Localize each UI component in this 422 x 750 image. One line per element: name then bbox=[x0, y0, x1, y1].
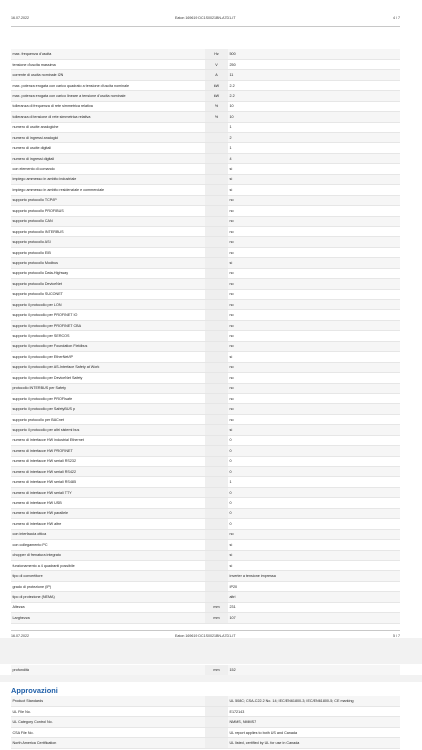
table-row bbox=[11, 289, 400, 299]
spec-label: tolleranza di tensione di rete simmetrica relativa bbox=[11, 112, 205, 122]
table-row bbox=[11, 414, 400, 424]
spec-label: numero di interfacce HW PROFINET bbox=[11, 446, 205, 456]
spec-value: IP20 bbox=[228, 581, 400, 591]
spec-value: 0 bbox=[228, 446, 400, 456]
spec-unit bbox=[205, 289, 228, 299]
spec-label: numero di uscite analogiche bbox=[11, 122, 205, 132]
spec-value: UL listed, certified by UL for use in Canada bbox=[228, 738, 400, 748]
spec-label: con collegamento PC bbox=[11, 540, 205, 550]
spec-label: max. frequenza d'uscita bbox=[11, 49, 205, 59]
spec-unit bbox=[205, 247, 228, 257]
table-row bbox=[11, 91, 400, 101]
table-row bbox=[11, 258, 400, 268]
spec-label: con interfaccia ottica bbox=[11, 529, 205, 539]
section-title-approvals: Approvazioni bbox=[11, 686, 58, 695]
spec-label: max. potenza erogata con carico lineare a tensione d'uscita nominale bbox=[11, 91, 205, 101]
table-row bbox=[11, 226, 400, 236]
spec-unit: mm bbox=[205, 602, 228, 612]
spec-value: no bbox=[228, 373, 400, 383]
spec-value: no bbox=[228, 268, 400, 278]
spec-unit bbox=[205, 300, 228, 310]
table-row bbox=[11, 383, 400, 393]
spec-label: supporto il protocollo per SERCOS bbox=[11, 331, 205, 341]
spec-label: con elemento di comando bbox=[11, 164, 205, 174]
table-row bbox=[11, 237, 400, 247]
spec-value: no bbox=[228, 383, 400, 393]
header-date: 16.07.2022 bbox=[11, 16, 29, 20]
table-row bbox=[11, 247, 400, 257]
spec-unit bbox=[205, 185, 228, 195]
spec-unit bbox=[205, 717, 228, 727]
footer-divider bbox=[11, 630, 400, 631]
table-row bbox=[11, 300, 400, 310]
table-row bbox=[11, 122, 400, 132]
spec-value: no bbox=[228, 404, 400, 414]
table-row bbox=[11, 508, 400, 518]
spec-value: sì bbox=[228, 550, 400, 560]
spec-value: UL 508C; CSA-C22.2 No. 14; IEC/EN61800-3; IEC/EN61800-5; CE marking bbox=[228, 696, 400, 706]
spec-label: supporto il protocollo per PROFINET CBA bbox=[11, 320, 205, 330]
table-row bbox=[11, 331, 400, 341]
spec-unit bbox=[205, 456, 228, 466]
spec-unit: kW bbox=[205, 80, 228, 90]
table-row bbox=[11, 581, 400, 591]
spec-unit: kW bbox=[205, 91, 228, 101]
spec-value: no bbox=[228, 216, 400, 226]
spec-unit bbox=[205, 153, 228, 163]
spec-value: sì bbox=[228, 560, 400, 570]
spec-value: no bbox=[228, 289, 400, 299]
spec-unit bbox=[205, 352, 228, 362]
spec-value: 231 bbox=[228, 602, 400, 612]
spec-value: 10 bbox=[228, 101, 400, 111]
spec-label: supporto il protocollo per LON bbox=[11, 300, 205, 310]
table-row bbox=[11, 216, 400, 226]
spec-label: tolleranza di frequenza di rete simmetrica relativa bbox=[11, 101, 205, 111]
spec-value: sì bbox=[228, 174, 400, 184]
table-row bbox=[11, 59, 400, 69]
spec-label: numero di interfacce HW seriali TTY bbox=[11, 487, 205, 497]
spec-value: no bbox=[228, 320, 400, 330]
spec-value: 0 bbox=[228, 435, 400, 445]
section-separator bbox=[0, 675, 422, 682]
spec-label: supporto protocollo EIB bbox=[11, 247, 205, 257]
spec-label: supporto protocollo INTERBUS bbox=[11, 226, 205, 236]
spec-unit bbox=[205, 174, 228, 184]
spec-unit bbox=[205, 414, 228, 424]
spec-unit bbox=[205, 226, 228, 236]
spec-label: numero di interfacce HW seriali RS232 bbox=[11, 456, 205, 466]
header-page-number-2: 5 / 7 bbox=[393, 634, 400, 638]
spec-label: chopper di frenatura integrato bbox=[11, 550, 205, 560]
table-row bbox=[11, 153, 400, 163]
spec-unit bbox=[205, 143, 228, 153]
spec-unit bbox=[205, 310, 228, 320]
spec-unit bbox=[205, 122, 228, 132]
spec-unit bbox=[205, 435, 228, 445]
spec-label: North America Certification bbox=[11, 738, 205, 748]
spec-label: supporto il protocollo per EtherNet/IP bbox=[11, 352, 205, 362]
spec-value: 0 bbox=[228, 519, 400, 529]
spec-value: 2 bbox=[228, 133, 400, 143]
spec-value: 0 bbox=[228, 467, 400, 477]
spec-unit: mm bbox=[205, 613, 228, 623]
page-separator bbox=[0, 638, 422, 664]
table-row bbox=[11, 174, 400, 184]
spec-unit bbox=[205, 258, 228, 268]
spec-unit: % bbox=[205, 112, 228, 122]
spec-label: numero di interfacce HW parallele bbox=[11, 508, 205, 518]
spec-label: impiego ammesso in ambito industriale bbox=[11, 174, 205, 184]
spec-value: 10 bbox=[228, 112, 400, 122]
spec-label: impiego ammesso in ambito residenziale e commerciale bbox=[11, 185, 205, 195]
spec-label: numero di interfacce HW seriali RS422 bbox=[11, 467, 205, 477]
spec-label: funzionamento a 4 quadranti possibile bbox=[11, 560, 205, 570]
spec-value: 1 bbox=[228, 477, 400, 487]
spec-label: Product Standards bbox=[11, 696, 205, 706]
spec-value: sì bbox=[228, 540, 400, 550]
table-row bbox=[11, 185, 400, 195]
spec-label: corrente di uscita nominale I2N bbox=[11, 70, 205, 80]
spec-value: no bbox=[228, 310, 400, 320]
spec-value: sì bbox=[228, 352, 400, 362]
spec-unit bbox=[205, 133, 228, 143]
spec-value: no bbox=[228, 206, 400, 216]
spec-value: no bbox=[228, 195, 400, 205]
spec-label: numero di ingressi analogici bbox=[11, 133, 205, 143]
spec-unit bbox=[205, 425, 228, 435]
spec-label: supporto il protocollo per DeviceNet Safety bbox=[11, 373, 205, 383]
spec-value: no bbox=[228, 226, 400, 236]
table-row bbox=[11, 592, 400, 602]
spec-value: sì bbox=[228, 425, 400, 435]
spec-unit bbox=[205, 393, 228, 403]
spec-value: sì bbox=[228, 258, 400, 268]
spec-value: no bbox=[228, 414, 400, 424]
table-row bbox=[11, 529, 400, 539]
spec-label: tensione d'uscita massima bbox=[11, 59, 205, 69]
spec-label: supporto il protocollo per AS-Interface Safety at Work bbox=[11, 362, 205, 372]
table-row bbox=[11, 696, 400, 706]
table-row bbox=[11, 112, 400, 122]
header-product-code-2: Eaton 169619 DC1S0021BN-A7D1-IT bbox=[175, 634, 236, 638]
spec-label: supporto il protocollo per PROFINET IO bbox=[11, 310, 205, 320]
spec-label: supporto protocollo ASI bbox=[11, 237, 205, 247]
spec-unit bbox=[205, 592, 228, 602]
table-row bbox=[11, 665, 400, 675]
spec-unit bbox=[205, 706, 228, 716]
spec-label: numero di interfacce HW altre bbox=[11, 519, 205, 529]
header-divider bbox=[11, 26, 400, 27]
spec-label: numero di ingressi digitali bbox=[11, 153, 205, 163]
spec-label: Altezza bbox=[11, 602, 205, 612]
header-page-number: 4 / 7 bbox=[393, 16, 400, 20]
spec-value: 107 bbox=[228, 613, 400, 623]
table-row bbox=[11, 352, 400, 362]
spec-value: 152 bbox=[228, 665, 400, 675]
spec-unit bbox=[205, 373, 228, 383]
table-row bbox=[11, 717, 400, 727]
table-row bbox=[11, 560, 400, 570]
header-product-code: Eaton 169619 DC1S0021BN-A7D1-IT bbox=[175, 16, 236, 20]
spec-value: 0 bbox=[228, 456, 400, 466]
spec-unit: mm bbox=[205, 665, 228, 675]
spec-value: 1 bbox=[228, 143, 400, 153]
spec-value: no bbox=[228, 393, 400, 403]
spec-label: Larghezza bbox=[11, 613, 205, 623]
spec-value: 0 bbox=[228, 498, 400, 508]
spec-value: 2.2 bbox=[228, 91, 400, 101]
spec-value: inverter a tensione impressa bbox=[228, 571, 400, 581]
approvals-table bbox=[11, 696, 400, 749]
table-row bbox=[11, 613, 400, 623]
spec-unit bbox=[205, 529, 228, 539]
spec-label: tipo di convertitore bbox=[11, 571, 205, 581]
spec-value: 0 bbox=[228, 487, 400, 497]
spec-unit bbox=[205, 237, 228, 247]
spec-unit bbox=[205, 498, 228, 508]
spec-value: NMMS, NMMS7 bbox=[228, 717, 400, 727]
spec-label: supporto il protocollo per Foundation Fieldbus bbox=[11, 341, 205, 351]
table-row bbox=[11, 80, 400, 90]
spec-value: 11 bbox=[228, 70, 400, 80]
spec-unit bbox=[205, 164, 228, 174]
table-row bbox=[11, 133, 400, 143]
table-row bbox=[11, 487, 400, 497]
spec-label: supporto il protocollo per PROFIsafe bbox=[11, 393, 205, 403]
spec-label: numero di interfacce HW seriali RS485 bbox=[11, 477, 205, 487]
spec-label: supporto protocollo CAN bbox=[11, 216, 205, 226]
spec-unit bbox=[205, 738, 228, 748]
spec-unit bbox=[205, 195, 228, 205]
spec-label: supporto protocollo Modbus bbox=[11, 258, 205, 268]
spec-value: no bbox=[228, 247, 400, 257]
spec-value: sì bbox=[228, 164, 400, 174]
spec-unit bbox=[205, 550, 228, 560]
table-row bbox=[11, 571, 400, 581]
table-row bbox=[11, 70, 400, 80]
spec-value: no bbox=[228, 341, 400, 351]
table-row bbox=[11, 446, 400, 456]
table-row bbox=[11, 341, 400, 351]
spec-unit bbox=[205, 540, 228, 550]
spec-value: 250 bbox=[228, 59, 400, 69]
spec-unit bbox=[205, 727, 228, 737]
table-row bbox=[11, 164, 400, 174]
table-row bbox=[11, 550, 400, 560]
table-row bbox=[11, 310, 400, 320]
spec-value: 0 bbox=[228, 508, 400, 518]
spec-value: altri bbox=[228, 592, 400, 602]
table-row bbox=[11, 362, 400, 372]
table-row bbox=[11, 143, 400, 153]
table-row bbox=[11, 435, 400, 445]
spec-unit: Hz bbox=[205, 49, 228, 59]
spec-value: no bbox=[228, 362, 400, 372]
spec-label: UL Category Control No. bbox=[11, 717, 205, 727]
spec-value: no bbox=[228, 237, 400, 247]
spec-unit bbox=[205, 696, 228, 706]
spec-label: tipo di protezione (NEMA) bbox=[11, 592, 205, 602]
spec-label: supporto protocollo Data-Highway bbox=[11, 268, 205, 278]
spec-label: supporto protocollo PROFIBUS bbox=[11, 206, 205, 216]
spec-unit: A bbox=[205, 70, 228, 80]
spec-label: numero di interfacce HW USB bbox=[11, 498, 205, 508]
spec-label: supporto protocollo per BACnet bbox=[11, 414, 205, 424]
spec-label: supporto il protocollo per altri sistemi bus bbox=[11, 425, 205, 435]
table-row bbox=[11, 101, 400, 111]
spec-unit bbox=[205, 477, 228, 487]
spec-unit bbox=[205, 404, 228, 414]
spec-unit bbox=[205, 519, 228, 529]
spec-unit: V bbox=[205, 59, 228, 69]
table-row bbox=[11, 49, 400, 59]
table-row bbox=[11, 477, 400, 487]
spec-unit bbox=[205, 446, 228, 456]
spec-unit bbox=[205, 268, 228, 278]
spec-label: supporto il protocollo per SafetyBUS p bbox=[11, 404, 205, 414]
table-row bbox=[11, 268, 400, 278]
spec-value: UL report applies to both US and Canada bbox=[228, 727, 400, 737]
spec-value: no bbox=[228, 331, 400, 341]
spec-unit bbox=[205, 320, 228, 330]
spec-unit bbox=[205, 383, 228, 393]
spec-label: supporto protocollo SUCONET bbox=[11, 289, 205, 299]
spec-unit: % bbox=[205, 101, 228, 111]
table-row bbox=[11, 425, 400, 435]
table-row bbox=[11, 519, 400, 529]
spec-unit bbox=[205, 331, 228, 341]
table-row bbox=[11, 373, 400, 383]
table-row bbox=[11, 467, 400, 477]
spec-unit bbox=[205, 508, 228, 518]
spec-value: sì bbox=[228, 185, 400, 195]
table-row bbox=[11, 206, 400, 216]
table-row bbox=[11, 498, 400, 508]
table-row bbox=[11, 404, 400, 414]
spec-unit bbox=[205, 571, 228, 581]
table-row bbox=[11, 195, 400, 205]
spec-unit bbox=[205, 487, 228, 497]
spec-value: 2.2 bbox=[228, 80, 400, 90]
spec-label: profondità bbox=[11, 665, 205, 675]
spec-value: 1 bbox=[228, 122, 400, 132]
table-row bbox=[11, 706, 400, 716]
page-header-2 bbox=[11, 634, 400, 640]
table-row bbox=[11, 320, 400, 330]
table-row bbox=[11, 602, 400, 612]
spec-value: no bbox=[228, 279, 400, 289]
spec-unit bbox=[205, 206, 228, 216]
spec-unit bbox=[205, 467, 228, 477]
table-row bbox=[11, 279, 400, 289]
table-row bbox=[11, 393, 400, 403]
spec-value: no bbox=[228, 300, 400, 310]
spec-unit bbox=[205, 341, 228, 351]
spec-label: numero di uscite digitali bbox=[11, 143, 205, 153]
spec-label: CSA File No. bbox=[11, 727, 205, 737]
page-header bbox=[11, 16, 400, 22]
spec-table bbox=[11, 49, 400, 624]
spec-unit bbox=[205, 362, 228, 372]
table-row bbox=[11, 540, 400, 550]
table-row bbox=[11, 738, 400, 748]
spec-label: numero di interfacce HW industrial Ethernet bbox=[11, 435, 205, 445]
spec-value: 500 bbox=[228, 49, 400, 59]
spec-value: no bbox=[228, 529, 400, 539]
table-row bbox=[11, 727, 400, 737]
spec-label: UL File No. bbox=[11, 706, 205, 716]
spec-label: supporto protocollo DeviceNet bbox=[11, 279, 205, 289]
spec-label: max. potenza erogata con carico quadrato a tensione d'uscita nominale bbox=[11, 80, 205, 90]
table-row bbox=[11, 456, 400, 466]
spec-label: protocollo INTERBUS per Safety bbox=[11, 383, 205, 393]
spec-unit bbox=[205, 279, 228, 289]
header-date-2: 16.07.2022 bbox=[11, 634, 29, 638]
spec-unit bbox=[205, 560, 228, 570]
spec-value: E172143 bbox=[228, 706, 400, 716]
spec-value: 4 bbox=[228, 153, 400, 163]
spec-label: grado di protezione (IP) bbox=[11, 581, 205, 591]
spec-label: supporto protocollo TCP/IP bbox=[11, 195, 205, 205]
spec-unit bbox=[205, 581, 228, 591]
spec-unit bbox=[205, 216, 228, 226]
